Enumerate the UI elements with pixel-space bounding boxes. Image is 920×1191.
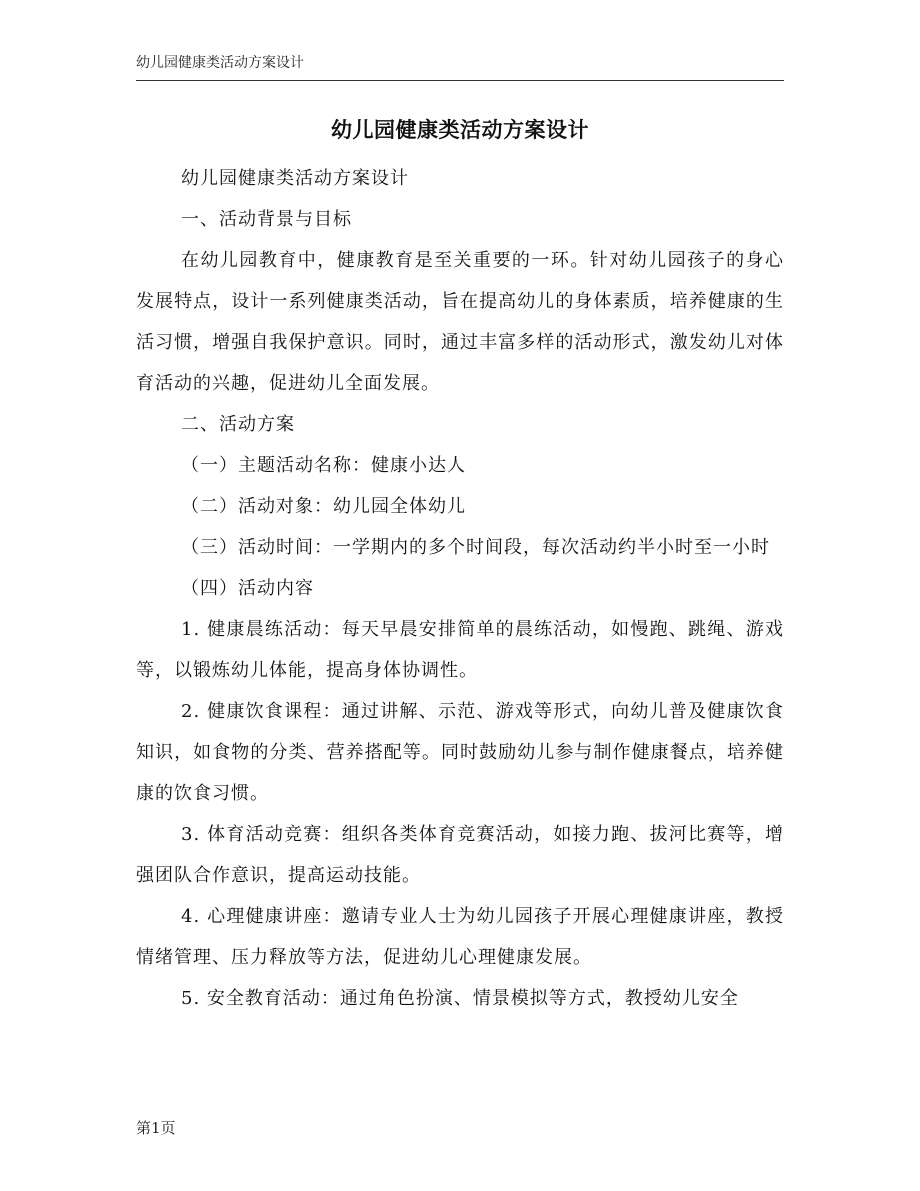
paragraph-intro: 幼儿园健康类活动方案设计 xyxy=(181,168,409,189)
section-heading-background: 一、活动背景与目标 xyxy=(181,209,352,230)
header-divider xyxy=(136,80,784,81)
plan-item-content: （四）活动内容 xyxy=(181,578,314,599)
page-number: 第1页 xyxy=(136,1119,176,1137)
plan-item-audience: （二）活动对象：幼儿园全体幼儿 xyxy=(181,496,466,517)
content-item-sports-competition: 3. 体育活动竞赛：组织各类体育竞赛活动，如接力跑、拔河比赛等，增强团队合作意识，提高运动技能。 xyxy=(136,824,784,886)
content-item-morning-exercise: 1. 健康晨练活动：每天早晨安排简单的晨练活动，如慢跑、跳绳、游戏等，以锻炼幼儿体能，提高身体协调性。 xyxy=(136,619,784,681)
section-heading-plan: 二、活动方案 xyxy=(181,414,295,435)
content-item-safety-education: 5. 安全教育活动：通过角色扮演、情景模拟等方式，教授幼儿安全 xyxy=(181,988,739,1009)
plan-item-time: （三）活动时间：一学期内的多个时间段，每次活动约半小时至一小时 xyxy=(181,537,770,558)
paragraph-background: 在幼儿园教育中，健康教育是至关重要的一环。针对幼儿园孩子的身心发展特点，设计一系列健康类活动，旨在提高幼儿的身体素质，培养健康的生活习惯，增强自我保护意识。同时，通过丰富多样的活动形式，激发幼儿对体育活动的兴趣，促进幼儿全面发展。 xyxy=(136,250,784,394)
document-body xyxy=(136,158,784,1019)
content-item-mental-health: 4. 心理健康讲座：邀请专业人士为幼儿园孩子开展心理健康讲座，教授情绪管理、压力释放等方法，促进幼儿心理健康发展。 xyxy=(136,906,784,968)
running-header: 幼儿园健康类活动方案设计 xyxy=(136,55,304,71)
content-item-healthy-diet: 2. 健康饮食课程：通过讲解、示范、游戏等形式，向幼儿普及健康饮食知识，如食物的分类、营养搭配等。同时鼓励幼儿参与制作健康餐点，培养健康的饮食习惯。 xyxy=(136,701,784,804)
document-title: 幼儿园健康类活动方案设计 xyxy=(331,118,589,142)
plan-item-theme: （一）主题活动名称：健康小达人 xyxy=(181,455,466,476)
